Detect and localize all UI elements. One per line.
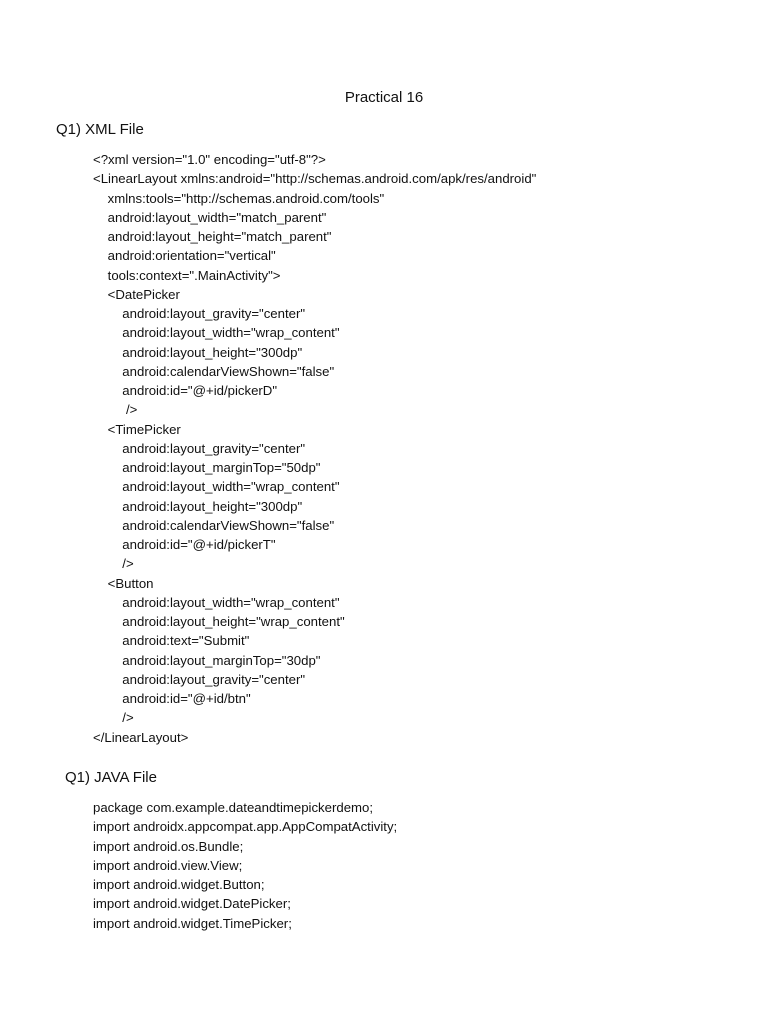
java-code-block — [93, 798, 397, 933]
code-line: tools:context=".MainActivity"> — [93, 267, 281, 283]
java-section-heading: Q1) JAVA File — [65, 769, 157, 786]
code-line: /> — [93, 710, 134, 726]
code-line: android:layout_height="300dp" — [93, 344, 303, 360]
code-line: android:layout_height="wrap_content" — [93, 614, 345, 629]
code-line: import android.widget.TimePicker; — [93, 915, 292, 931]
code-line: import android.view.View; — [93, 857, 243, 873]
code-line: /> — [93, 402, 138, 418]
code-line: android:layout_marginTop="50dp" — [93, 460, 321, 475]
page-title: Practical 16 — [344, 89, 424, 106]
code-line: import androidx.appcompat.app.AppCompatActivity; — [93, 819, 398, 835]
xml-section-heading: Q1) XML File — [56, 121, 144, 138]
code-line: package com.example.dateandtimepickerdemo; — [93, 800, 374, 815]
code-line: android:calendarViewShown="false" — [93, 363, 335, 379]
code-line: android:layout_height="match_parent" — [93, 229, 332, 244]
code-line: import android.os.Bundle; — [93, 838, 244, 854]
code-line: android:layout_width="wrap_content" — [93, 594, 340, 610]
code-line: android:id="@+id/pickerD" — [93, 383, 278, 398]
xml-code-block — [93, 150, 536, 747]
code-line: android:calendarViewShown="false" — [93, 517, 335, 533]
code-line: android:id="@+id/pickerT" — [93, 537, 276, 552]
code-line: android:text="Submit" — [93, 633, 250, 649]
code-line: import android.widget.Button; — [93, 877, 265, 892]
code-line: </LinearLayout> — [93, 729, 189, 745]
code-line: <Button — [93, 575, 154, 591]
code-line: android:layout_gravity="center" — [93, 671, 306, 687]
code-line: android:layout_gravity="center" — [93, 440, 306, 456]
code-line: android:id="@+id/btn" — [93, 691, 251, 706]
code-line: android:layout_height="300dp" — [93, 498, 303, 514]
code-line: android:orientation="vertical" — [93, 248, 276, 264]
code-line: android:layout_marginTop="30dp" — [93, 652, 321, 668]
code-line: <DatePicker — [93, 286, 180, 302]
code-line: android:layout_width="match_parent" — [93, 209, 327, 225]
code-line: android:layout_width="wrap_content" — [93, 479, 340, 495]
code-line: <LinearLayout xmlns:android="http://schemas.android.com/apk/res/android" — [93, 171, 537, 187]
code-line: <?xml version="1.0" encoding="utf-8"?> — [93, 152, 326, 167]
code-line: android:layout_width="wrap_content" — [93, 325, 340, 341]
code-line: xmlns:tools="http://schemas.android.com/tools" — [93, 190, 385, 206]
code-line: /> — [93, 556, 134, 572]
code-line: <TimePicker — [93, 421, 181, 437]
code-line: android:layout_gravity="center" — [93, 306, 306, 321]
code-line: import android.widget.DatePicker; — [93, 896, 291, 912]
